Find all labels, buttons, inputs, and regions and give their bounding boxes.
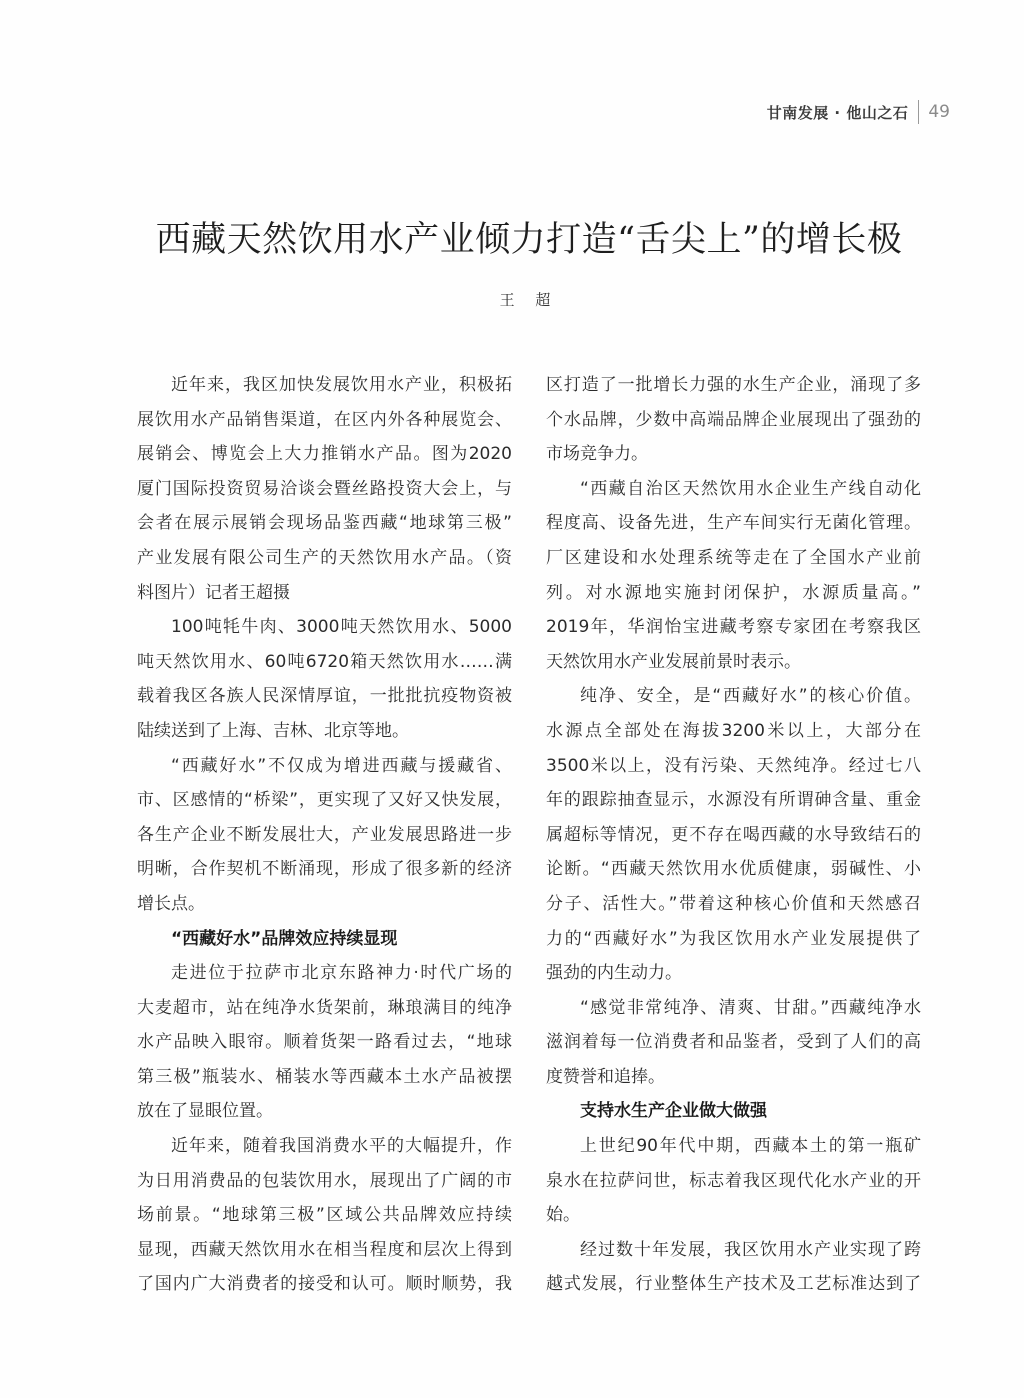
body-text-line: 产业发展有限公司生产的天然饮用水产品。（资 xyxy=(137,547,512,568)
paragraph xyxy=(546,368,921,472)
body-text-line: 属超标等情况，更不存在喝西藏的水导致结石的 xyxy=(546,824,921,845)
paragraph xyxy=(546,472,921,680)
body-text-line: 泉水在拉萨问世，标志着我区现代化水产业的开 xyxy=(546,1170,921,1191)
body-text-line: 场前景。“地球第三极”区域公共品牌效应持续 xyxy=(137,1205,512,1226)
body-text-line: 年的跟踪抽查显示，水源没有所谓砷含量、重金 xyxy=(546,790,921,811)
paragraph xyxy=(137,749,512,922)
body-text-line: 陆续送到了上海、吉林、北京等地。 xyxy=(137,720,409,741)
body-text-line: 纯净、安全，是“西藏好水”的核心价值。 xyxy=(580,686,921,707)
body-text-line: 展销会、博览会上大力推销水产品。图为2020 xyxy=(137,444,512,465)
body-text-line: 水源点全部处在海拔3200米以上，大部分在 xyxy=(546,720,921,741)
left-column xyxy=(137,368,512,1302)
body-text-line: “西藏自治区天然饮用水企业生产线自动化 xyxy=(580,478,921,499)
body-text-line: 各生产企业不断发展壮大，产业发展思路进一步 xyxy=(137,824,512,845)
body-text-line: 程度高、设备先进，生产车间实行无菌化管理。 xyxy=(546,513,921,534)
body-text-line: 个水品牌，少数中高端品牌企业展现出了强劲的 xyxy=(546,409,921,430)
paragraph xyxy=(546,1129,921,1233)
paragraph xyxy=(546,1233,921,1302)
article-title: 西藏天然饮用水产业倾力打造“舌尖上”的增长极 xyxy=(155,220,903,260)
body-text-line: 走进位于拉萨市北京东路神力·时代广场的 xyxy=(171,963,512,984)
body-text-line: 度赞誉和追捧。 xyxy=(546,1066,665,1087)
body-text-line: 强劲的内生动力。 xyxy=(546,963,682,984)
body-text-line: 显现，西藏天然饮用水在相当程度和层次上得到 xyxy=(137,1239,512,1260)
body-text-line: 了国内广大消费者的接受和认可。顺时顺势，我 xyxy=(137,1274,512,1295)
section-heading: 支持水生产企业做大做强 xyxy=(580,1101,767,1122)
body-text-line: 大麦超市，站在纯净水货架前，琳琅满目的纯净 xyxy=(137,997,512,1018)
right-column xyxy=(546,368,921,1302)
body-text-line: 3500米以上，没有污染、天然纯净。经过七八 xyxy=(546,755,921,776)
body-text-line: 近年来，随着我国消费水平的大幅提升，作 xyxy=(171,1136,512,1157)
body-text-line: “西藏好水”不仅成为增进西藏与援藏省、 xyxy=(171,755,512,776)
body-text-line: 水产品映入眼帘。顺着货架一路看过去，“地球 xyxy=(137,1032,512,1053)
body-text-line: 上世纪90年代中期，西藏本土的第一瓶矿 xyxy=(580,1136,921,1157)
body-text-line: 论断。“西藏天然饮用水优质健康，弱碱性、小 xyxy=(546,859,921,880)
paragraph xyxy=(137,1129,512,1302)
body-text-line: 列。对水源地实施封闭保护，水源质量高。” xyxy=(546,582,921,603)
paragraph xyxy=(137,956,512,1129)
body-text-line: 增长点。 xyxy=(137,893,205,914)
author-byline: 王 超 xyxy=(499,291,559,309)
body-text-line: 料图片）记者王超摄 xyxy=(137,582,290,603)
body-text-line: 始。 xyxy=(546,1205,580,1226)
running-header xyxy=(767,98,950,126)
header-divider xyxy=(918,100,919,124)
body-text-line: 100吨牦牛肉、3000吨天然饮用水、5000 xyxy=(171,617,512,638)
body-text-line: “感觉非常纯净、清爽、甘甜。”西藏纯净水 xyxy=(580,997,921,1018)
body-text-line: 为日用消费品的包装饮用水，展现出了广阔的市 xyxy=(137,1170,512,1191)
body-text-line: 市场竞争力。 xyxy=(546,444,648,465)
body-text-line: 明晰，合作契机不断涌现，形成了很多新的经济 xyxy=(137,859,512,880)
paragraph xyxy=(137,368,512,610)
body-text-line: 滋润着每一位消费者和品鉴者，受到了人们的高 xyxy=(546,1032,921,1053)
body-text-line: 放在了显眼位置。 xyxy=(137,1101,273,1122)
body-text-line: 2019年，华润怡宝进藏考察专家团在考察我区 xyxy=(546,617,921,638)
body-text-line: 近年来，我区加快发展饮用水产业，积极拓 xyxy=(171,375,512,395)
body-text-line: 载着我区各族人民深情厚谊，一批批抗疫物资被 xyxy=(137,686,512,707)
body-text-line: 天然饮用水产业发展前景时表示。 xyxy=(546,651,801,672)
paragraph xyxy=(137,610,512,748)
body-text-line: 经过数十年发展，我区饮用水产业实现了跨 xyxy=(580,1239,921,1260)
body-text-line: 力的“西藏好水”为我区饮用水产业发展提供了 xyxy=(546,928,921,949)
section-heading: “西藏好水”品牌效应持续显现 xyxy=(171,928,398,949)
body-text-line: 分子、活性大。”带着这种核心价值和天然感召 xyxy=(546,893,921,914)
body-text-line: 区打造了一批增长力强的水生产企业，涌现了多 xyxy=(546,375,921,395)
page-number: 49 xyxy=(928,102,950,122)
body-text-line: 厂区建设和水处理系统等走在了全国水产业前 xyxy=(546,547,921,568)
body-text-line: 会者在展示展销会现场品鉴西藏“地球第三极” xyxy=(137,513,512,534)
body-text-line: 第三极”瓶装水、桶装水等西藏本土水产品被摆 xyxy=(137,1066,512,1087)
body-text-line: 厦门国际投资贸易洽谈会暨丝路投资大会上，与 xyxy=(137,478,512,499)
body-text-line: 市、区感情的“桥梁”，更实现了又好又快发展， xyxy=(137,790,512,811)
paragraph xyxy=(546,679,921,990)
paragraph xyxy=(546,991,921,1095)
section-name: 甘南发展 · 他山之石 xyxy=(766,103,909,122)
body-text-line: 展饮用水产品销售渠道，在区内外各种展览会、 xyxy=(137,409,512,430)
body-text-line: 越式发展，行业整体生产技术及工艺标准达到了 xyxy=(546,1274,921,1295)
body-text-line: 吨天然饮用水、60吨6720箱天然饮用水……满 xyxy=(137,651,512,672)
